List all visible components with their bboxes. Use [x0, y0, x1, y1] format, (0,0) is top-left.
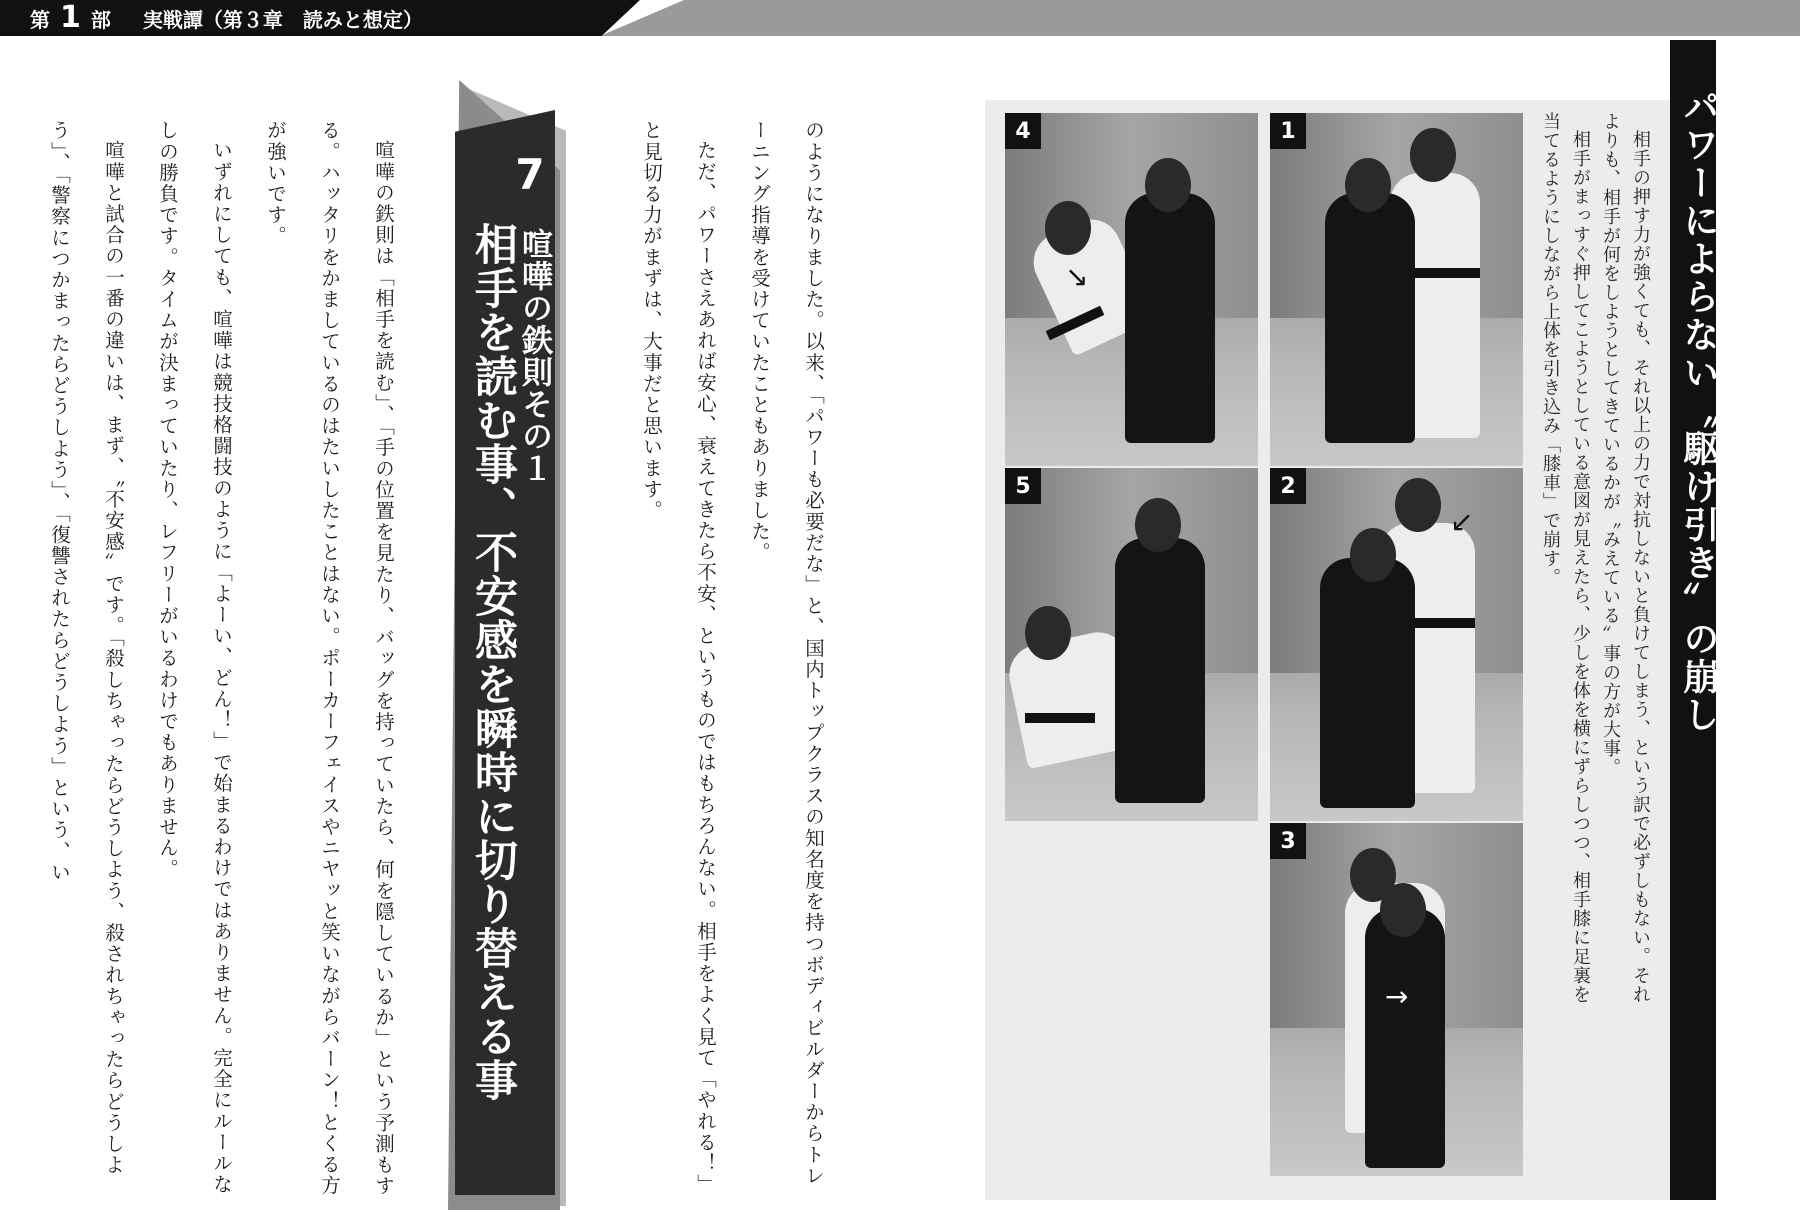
photo-label: 4 — [1005, 113, 1041, 149]
part-number: 1 — [60, 0, 81, 35]
technique-caption — [1520, 112, 1655, 1012]
section-subtitle: 喧嘩の鉄則その１ — [516, 228, 552, 484]
section-title: 相手を読む事、不安感を瞬時に切り替える事 — [468, 222, 518, 1102]
panel-title: パワーによらない〝駆け引き〟の崩し — [1678, 88, 1719, 734]
paragraph: のようになりました。以来、「パワーも必要だな」と、国内トップクラスの知名度を持つボディビルダーからトレーニング指導を受けていたこともありました。 — [748, 120, 825, 1187]
technique-photo-2: ↙ 2 — [1270, 468, 1523, 821]
chapter-title: 実戦譚（第３章 読みと想定） — [142, 7, 423, 32]
technique-photo-3: → 3 — [1270, 823, 1523, 1176]
body-text-section — [48, 120, 410, 1200]
section-number: 7 — [515, 150, 545, 199]
paragraph: 喧嘩と試合の一番の違いは、まず、〝不安感〟です。「殺しちゃったらどうしよう、殺されちゃったらどうしよう」、「警察につかまったらどうしよう」、「復讐されたらどうしよう」という、い — [48, 120, 125, 1175]
technique-photo-5 — [1005, 468, 1258, 821]
part-suffix: 部 — [90, 7, 111, 32]
photo-label: 5 — [1005, 468, 1041, 504]
body-text-continued — [560, 120, 840, 1200]
paragraph: ただ、パワーさえあれば安心、衰えてきたら不安、というものではもちろんない。相手をよく見て「やれる！」と見切る力がまずは、大事だと思います。 — [640, 120, 717, 1195]
part-prefix: 第 — [30, 7, 50, 32]
caption-paragraph: 相手の押す力が強くても、それ以上の力で対抗しないと負けてしまう、という訳で必ずしもない。それよりも、相手が何をしようとしてきているかが〝みえている〟事の方が大事。 — [1600, 112, 1651, 1004]
technique-photo-4: ↘ 4 — [1005, 113, 1258, 466]
caption-paragraph: 相手がまっすぐ押してこようとしている意図が見えたら、少しを体を横にずらしつつ、相手膝に足裏を当てるようにしながら上体を引き込み「膝車」で崩す。 — [1540, 112, 1591, 1004]
running-header — [30, 0, 423, 36]
photo-label: 2 — [1270, 468, 1306, 504]
header-gray-band — [600, 0, 1800, 36]
technique-photo-1 — [1270, 113, 1523, 466]
photo-label: 3 — [1270, 823, 1306, 859]
photo-label: 1 — [1270, 113, 1306, 149]
paragraph: いずれにしても、喧嘩は競技格闘技のように「よーい、どん！」で始まるわけではありません。完全にルールなしの勝負です。タイムが決まっていたり、レフリーがいるわけでもありません。 — [156, 120, 233, 1195]
paragraph: 喧嘩の鉄則は「相手を読む」、「手の位置を見たり、バッグを持っていたら、何を隠しているか」という予測もする。ハッタリをかましているのはたいしたことはない。ポーカーフェイスやニヤッと笑いながらバーン！とくる方が強いです。 — [264, 120, 395, 1197]
